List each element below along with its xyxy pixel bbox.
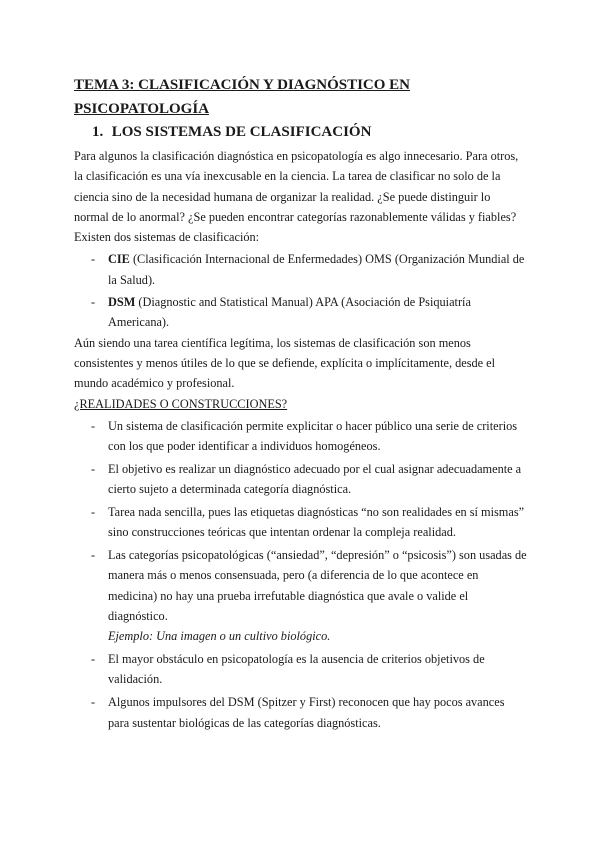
list-item: - Algunos impulsores del DSM (Spitzer y First) reconocen que hay pocos avances para sustentar biológicas de las categorías diagnósticas. [74,692,528,733]
dash-icon: - [91,295,96,310]
list-item-dsm [74,292,528,333]
list-item: - El mayor obstáculo en psicopatología es la ausencia de criterios objetivos de validación. [74,649,528,690]
example-text: Ejemplo: Una imagen o un cultivo biológico. [108,629,331,644]
systems-intro-paragraph: Existen dos sistemas de clasificación: [74,230,260,245]
dash-icon: - [91,652,96,667]
document-body [74,146,528,733]
realidades-list [74,416,528,733]
dash-icon: - [91,461,96,476]
subheading-realidades: ¿REALIDADES O CONSTRUCCIONES? [74,396,288,411]
system-abbrev: DSM [108,295,136,310]
system-description: (Clasificación Internacional de Enfermedades) OMS (Organización Mundial de la Salud). [108,252,525,287]
list-item-cie [74,249,528,290]
section-number: 1. [92,124,104,140]
list-item: - Las categorías psicopatológicas (“ansiedad”, “depresión” o “psicosis”) son usadas de manera más o menos consensuada, pero (a diferencia de lo que acontece en medicina) no hay una prueba irrefutable diagnóstica que avale o valide el diagnóstico. Ejemplo: Una imagen o un cultivo biológico. [74,545,528,646]
dash-icon: - [91,252,96,267]
section-heading [92,122,371,142]
after-systems-paragraph: Aún siendo una tarea científica legítima, los sistemas de clasificación son menos consistentes y menos útiles de lo que se defiende, explícita o implícitamente, desde el mundo académico y profesional. [74,335,496,391]
intro-paragraph: Para algunos la clasificación diagnóstica en psicopatología es algo innecesario. Para otros, la clasificación es una vía inexcusable en la ciencia. La tarea de clasificar no solo de la ciencia sino de la necesidad humana de organizar la realidad. ¿Se puede distinguir lo normal de lo anormal? ¿Se pueden encontrar categorías razonablemente válidas y fiables? [74,149,519,224]
classification-systems-list [74,249,528,332]
dash-icon: - [91,418,96,433]
dash-icon: - [91,548,96,563]
system-description: (Diagnostic and Statistical Manual) APA (Asociación de Psiquiatría Americana). [108,295,471,330]
list-item: - El objetivo es realizar un diagnóstico adecuado por el cual asignar adecuadamente a cierto sujeto a determinada categoría diagnóstica. [74,459,528,500]
dash-icon: - [91,505,96,520]
list-item: - Un sistema de clasificación permite explicitar o hacer público una serie de criterios con los que poder identificar a individuos homogéneos. [74,416,528,457]
list-item: - Tarea nada sencilla, pues las etiquetas diagnósticas “no son realidades en sí mismas” sino construcciones teóricas que intentan ordenar la compleja realidad. [74,502,528,543]
system-abbrev: CIE [108,252,130,267]
document-title: TEMA 3: CLASIFICACIÓN Y DIAGNÓSTICO EN PSICOPATOLOGÍA [74,77,411,117]
dash-icon: - [91,695,96,710]
section-title: LOS SISTEMAS DE CLASIFICACIÓN [111,124,372,140]
